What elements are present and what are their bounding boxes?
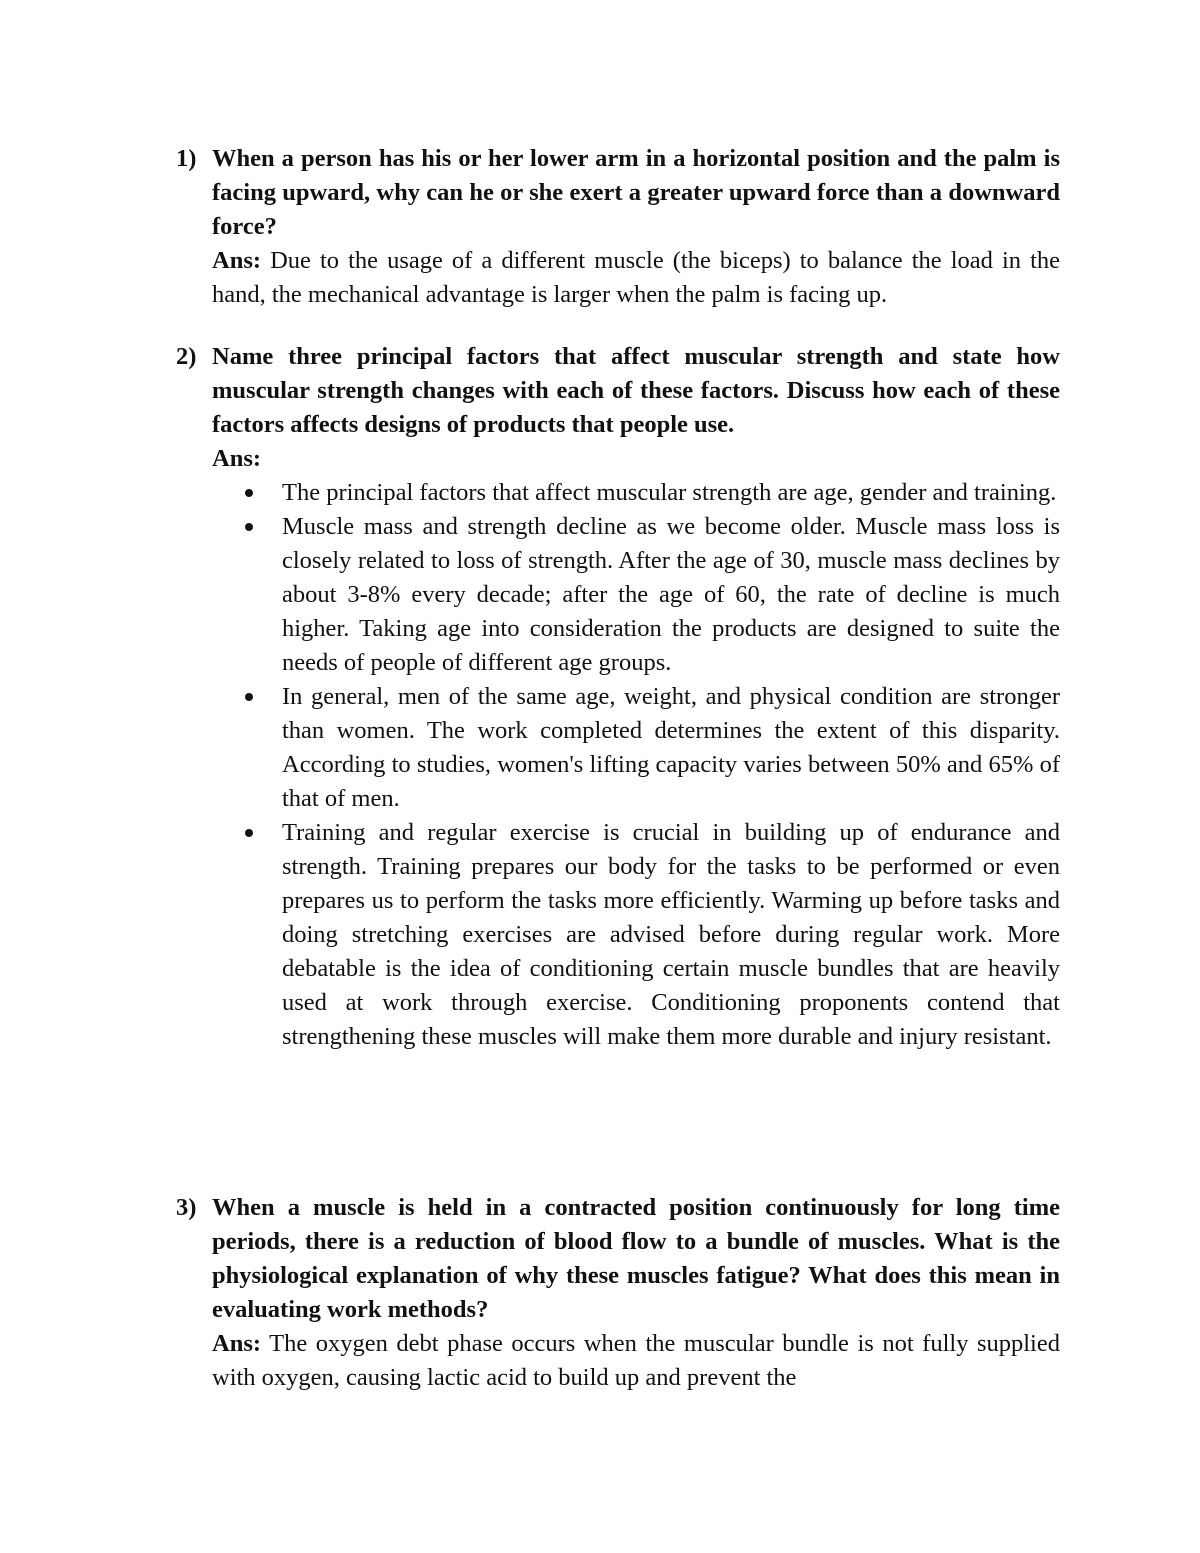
bullet-icon <box>245 693 253 701</box>
bullet-icon <box>245 523 253 531</box>
answer-label: Ans: <box>212 445 262 472</box>
list-item <box>212 510 1060 680</box>
answer-label: Ans: <box>212 247 262 274</box>
question-number: 1) <box>176 145 197 172</box>
answer-text: The oxygen debt phase occurs when the muscular bundle is not fully supplied with oxygen, causing lactic acid to build up and prevent the <box>212 1330 1060 1391</box>
answer-text: Due to the usage of a different muscle (the biceps) to balance the load in the hand, the mechanical advantage is larger when the palm is facing up. <box>212 247 1061 308</box>
question-text: When a muscle is held in a contracted position continuously for long time periods, there is a reduction of blood flow to a bundle of muscles. What is the physiological explanation of why these muscles fatigue? What does this mean in evaluating work methods? <box>212 1194 1060 1323</box>
question-text: When a person has his or her lower arm in a horizontal position and the palm is facing upward, why can he or she exert a greater upward force than a downward force? <box>212 145 1060 240</box>
list-item <box>212 680 1060 816</box>
bullet-icon <box>245 489 253 497</box>
answer-bullet-list <box>212 476 1060 1054</box>
list-item-text: Training and regular exercise is crucial in building up of endurance and strength. Training prepares our body for the tasks to be performed or even prepares us to perform the tasks more efficiently. Warming up before tasks and doing stretching exercises are advised before during regular work. More debatable is the idea of conditioning certain muscle bundles that are heavily used at work through exercise. Conditioning proponents contend that strengthening these muscles will make them more durable and injury resistant. <box>282 819 1060 1050</box>
list-item <box>212 816 1060 1054</box>
list-item-text: The principal factors that affect muscular strength are age, gender and training. <box>282 479 1057 506</box>
answer-paragraph <box>212 244 1060 312</box>
list-item <box>212 476 1060 510</box>
question-block-1 <box>176 142 1060 312</box>
question-text: Name three principal factors that affect muscular strength and state how muscular strength changes with each of these factors. Discuss how each of these factors affects designs of products that people use. <box>212 343 1060 438</box>
question-number: 2) <box>176 343 197 370</box>
bullet-icon <box>245 829 253 837</box>
answer-paragraph <box>212 442 1060 476</box>
question-number: 3) <box>176 1194 197 1221</box>
answer-paragraph <box>212 1327 1060 1395</box>
answer-label: Ans: <box>212 1330 262 1357</box>
question-block-3 <box>176 1191 1060 1395</box>
list-item-text: In general, men of the same age, weight, and physical condition are stronger than women. The work completed determines the extent of this disparity. According to studies, women's lifting capacity varies between 50% and 65% of that of men. <box>282 683 1060 812</box>
question-block-2 <box>176 340 1060 1054</box>
list-item-text: Muscle mass and strength decline as we become older. Muscle mass loss is closely related to loss of strength. After the age of 30, muscle mass declines by about 3-8% every decade; after the age of 60, the rate of decline is much higher. Taking age into consideration the products are designed to suite the needs of people of different age groups. <box>282 513 1060 676</box>
